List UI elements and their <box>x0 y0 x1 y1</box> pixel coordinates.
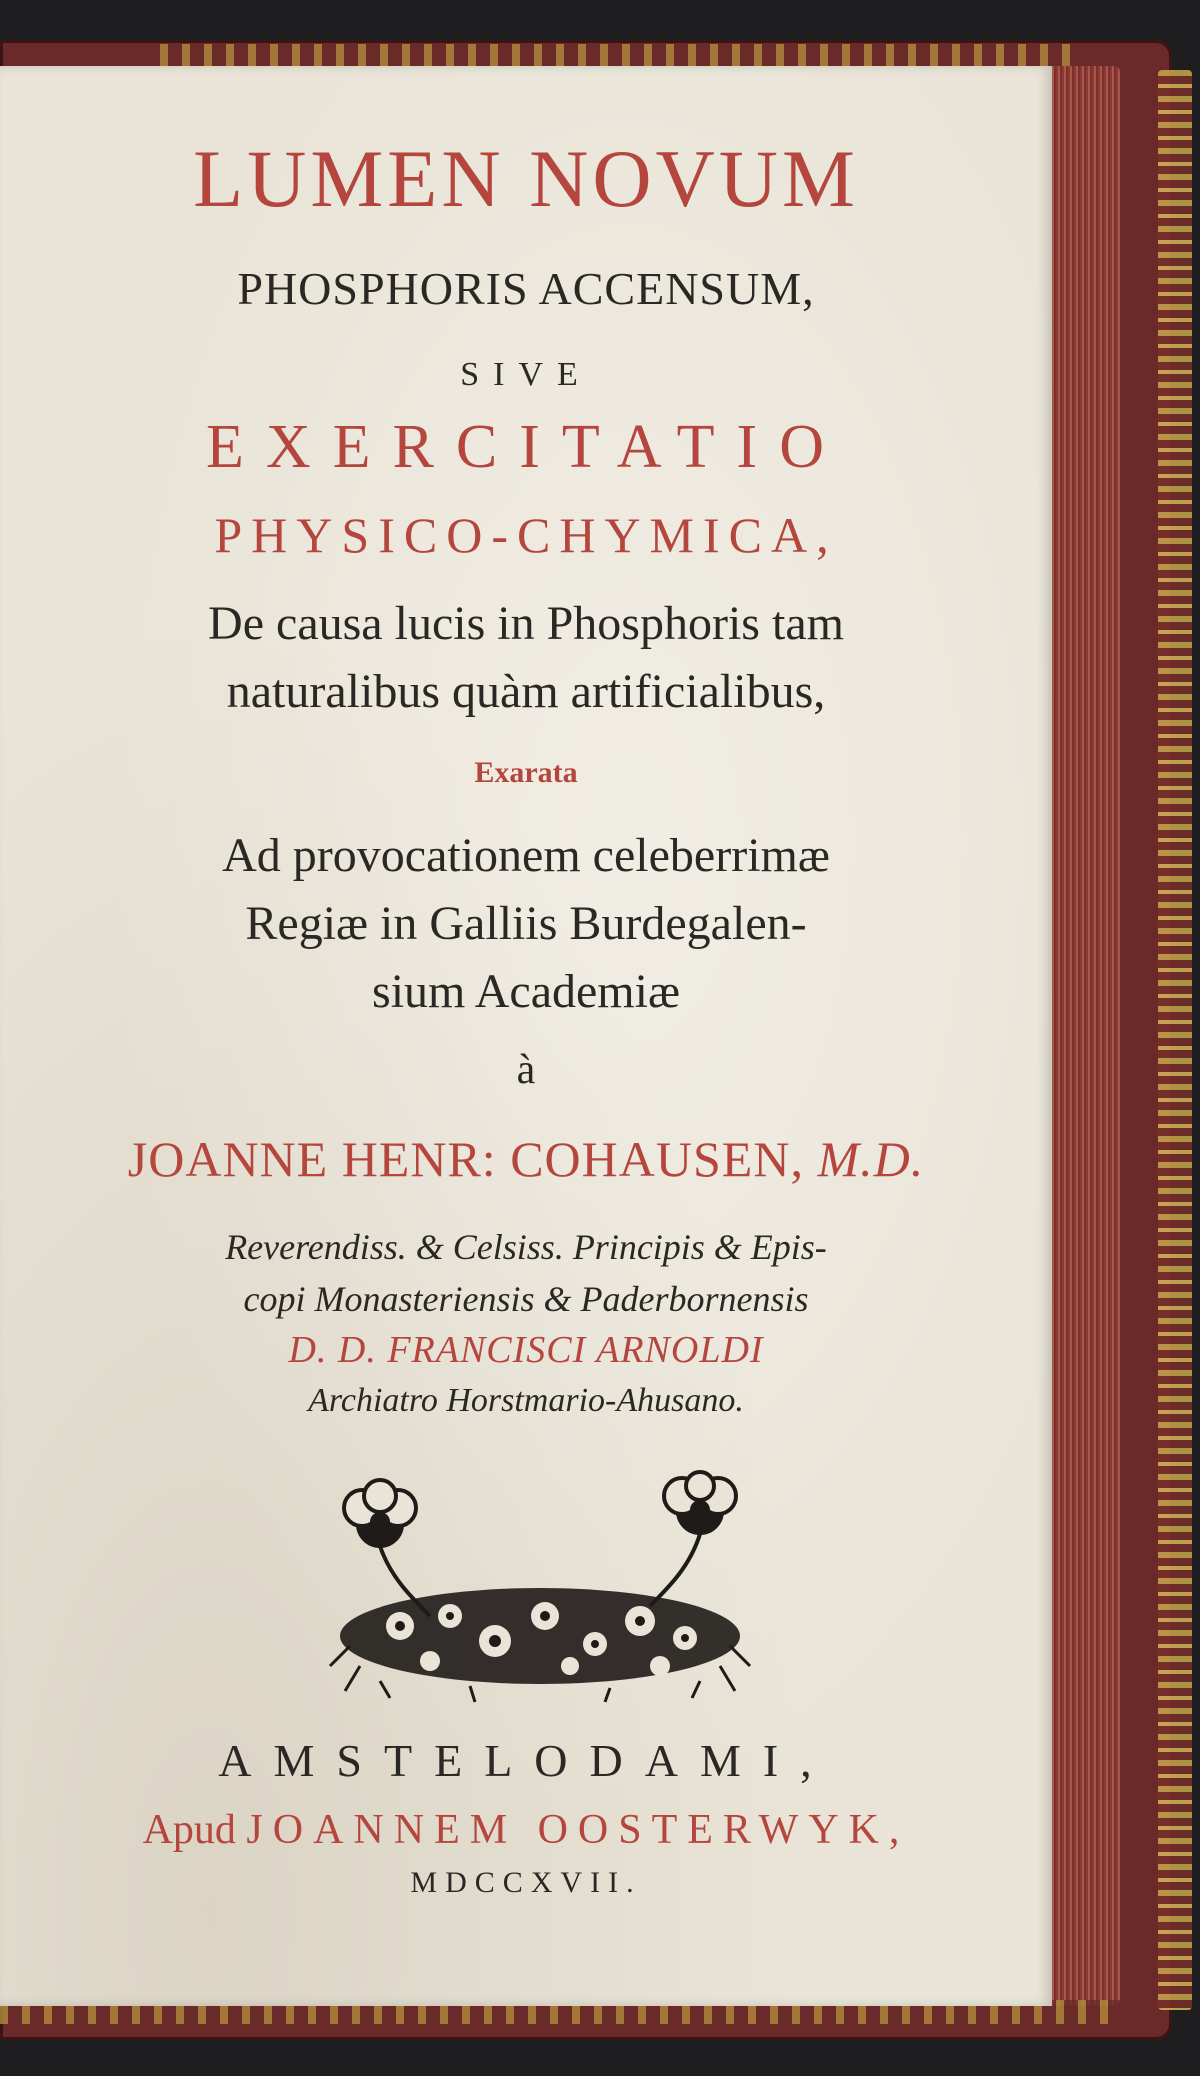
author-role-line-3: D. D. FRANCISCI ARNOLDI <box>288 1329 764 1371</box>
imprint-printer: JOANNEM OOSTERWYK, <box>246 1807 910 1853</box>
author-role-line-1: Reverendiss. & Celsiss. Principis & Epis- <box>225 1227 827 1267</box>
author-line <box>0 1130 1052 1188</box>
dedication-line-1: Ad provocationem celeberrimæ <box>222 829 830 882</box>
page-edges <box>1050 66 1120 2006</box>
title-line-2: PHOSPHORIS ACCENSUM, <box>237 263 815 314</box>
title-line-5: PHYSICO-CHYMICA, <box>214 507 838 563</box>
imprint-apud: Apud <box>142 1807 236 1853</box>
author-role-line-2: copi Monasteriensis & Paderbornensis <box>243 1279 809 1319</box>
imprint-place: AMSTELODAMI, <box>218 1735 834 1786</box>
title-page <box>0 66 1052 2006</box>
imprint-year: MDCCXVII. <box>410 1866 642 1899</box>
a-word: à <box>516 1047 536 1093</box>
author-degree: M.D. <box>817 1131 925 1187</box>
exarata-label: Exarata <box>474 756 578 789</box>
floral-woodcut-icon <box>320 1466 760 1706</box>
author-name: JOANNE HENR: COHAUSEN, <box>127 1131 804 1187</box>
dedication-line-3: sium Academiæ <box>372 965 680 1018</box>
subtitle-line-2: naturalibus quàm artificialibus, <box>226 665 826 718</box>
dedication-line-2: Regiæ in Galliis Burdegalen- <box>245 897 807 950</box>
imprint-printer-line <box>0 1806 1052 1854</box>
title-line-1: LUMEN NOVUM <box>193 133 859 224</box>
gilt-border-right <box>1158 70 1192 2010</box>
title-line-4: EXERCITATIO <box>206 413 846 481</box>
author-role-line-4: Archiatro Horstmario-Ahusano. <box>308 1382 744 1419</box>
subtitle-line-1: De causa lucis in Phosphoris tam <box>208 597 844 650</box>
title-line-3: SIVE <box>460 356 592 393</box>
gilt-border-top <box>160 44 1080 66</box>
